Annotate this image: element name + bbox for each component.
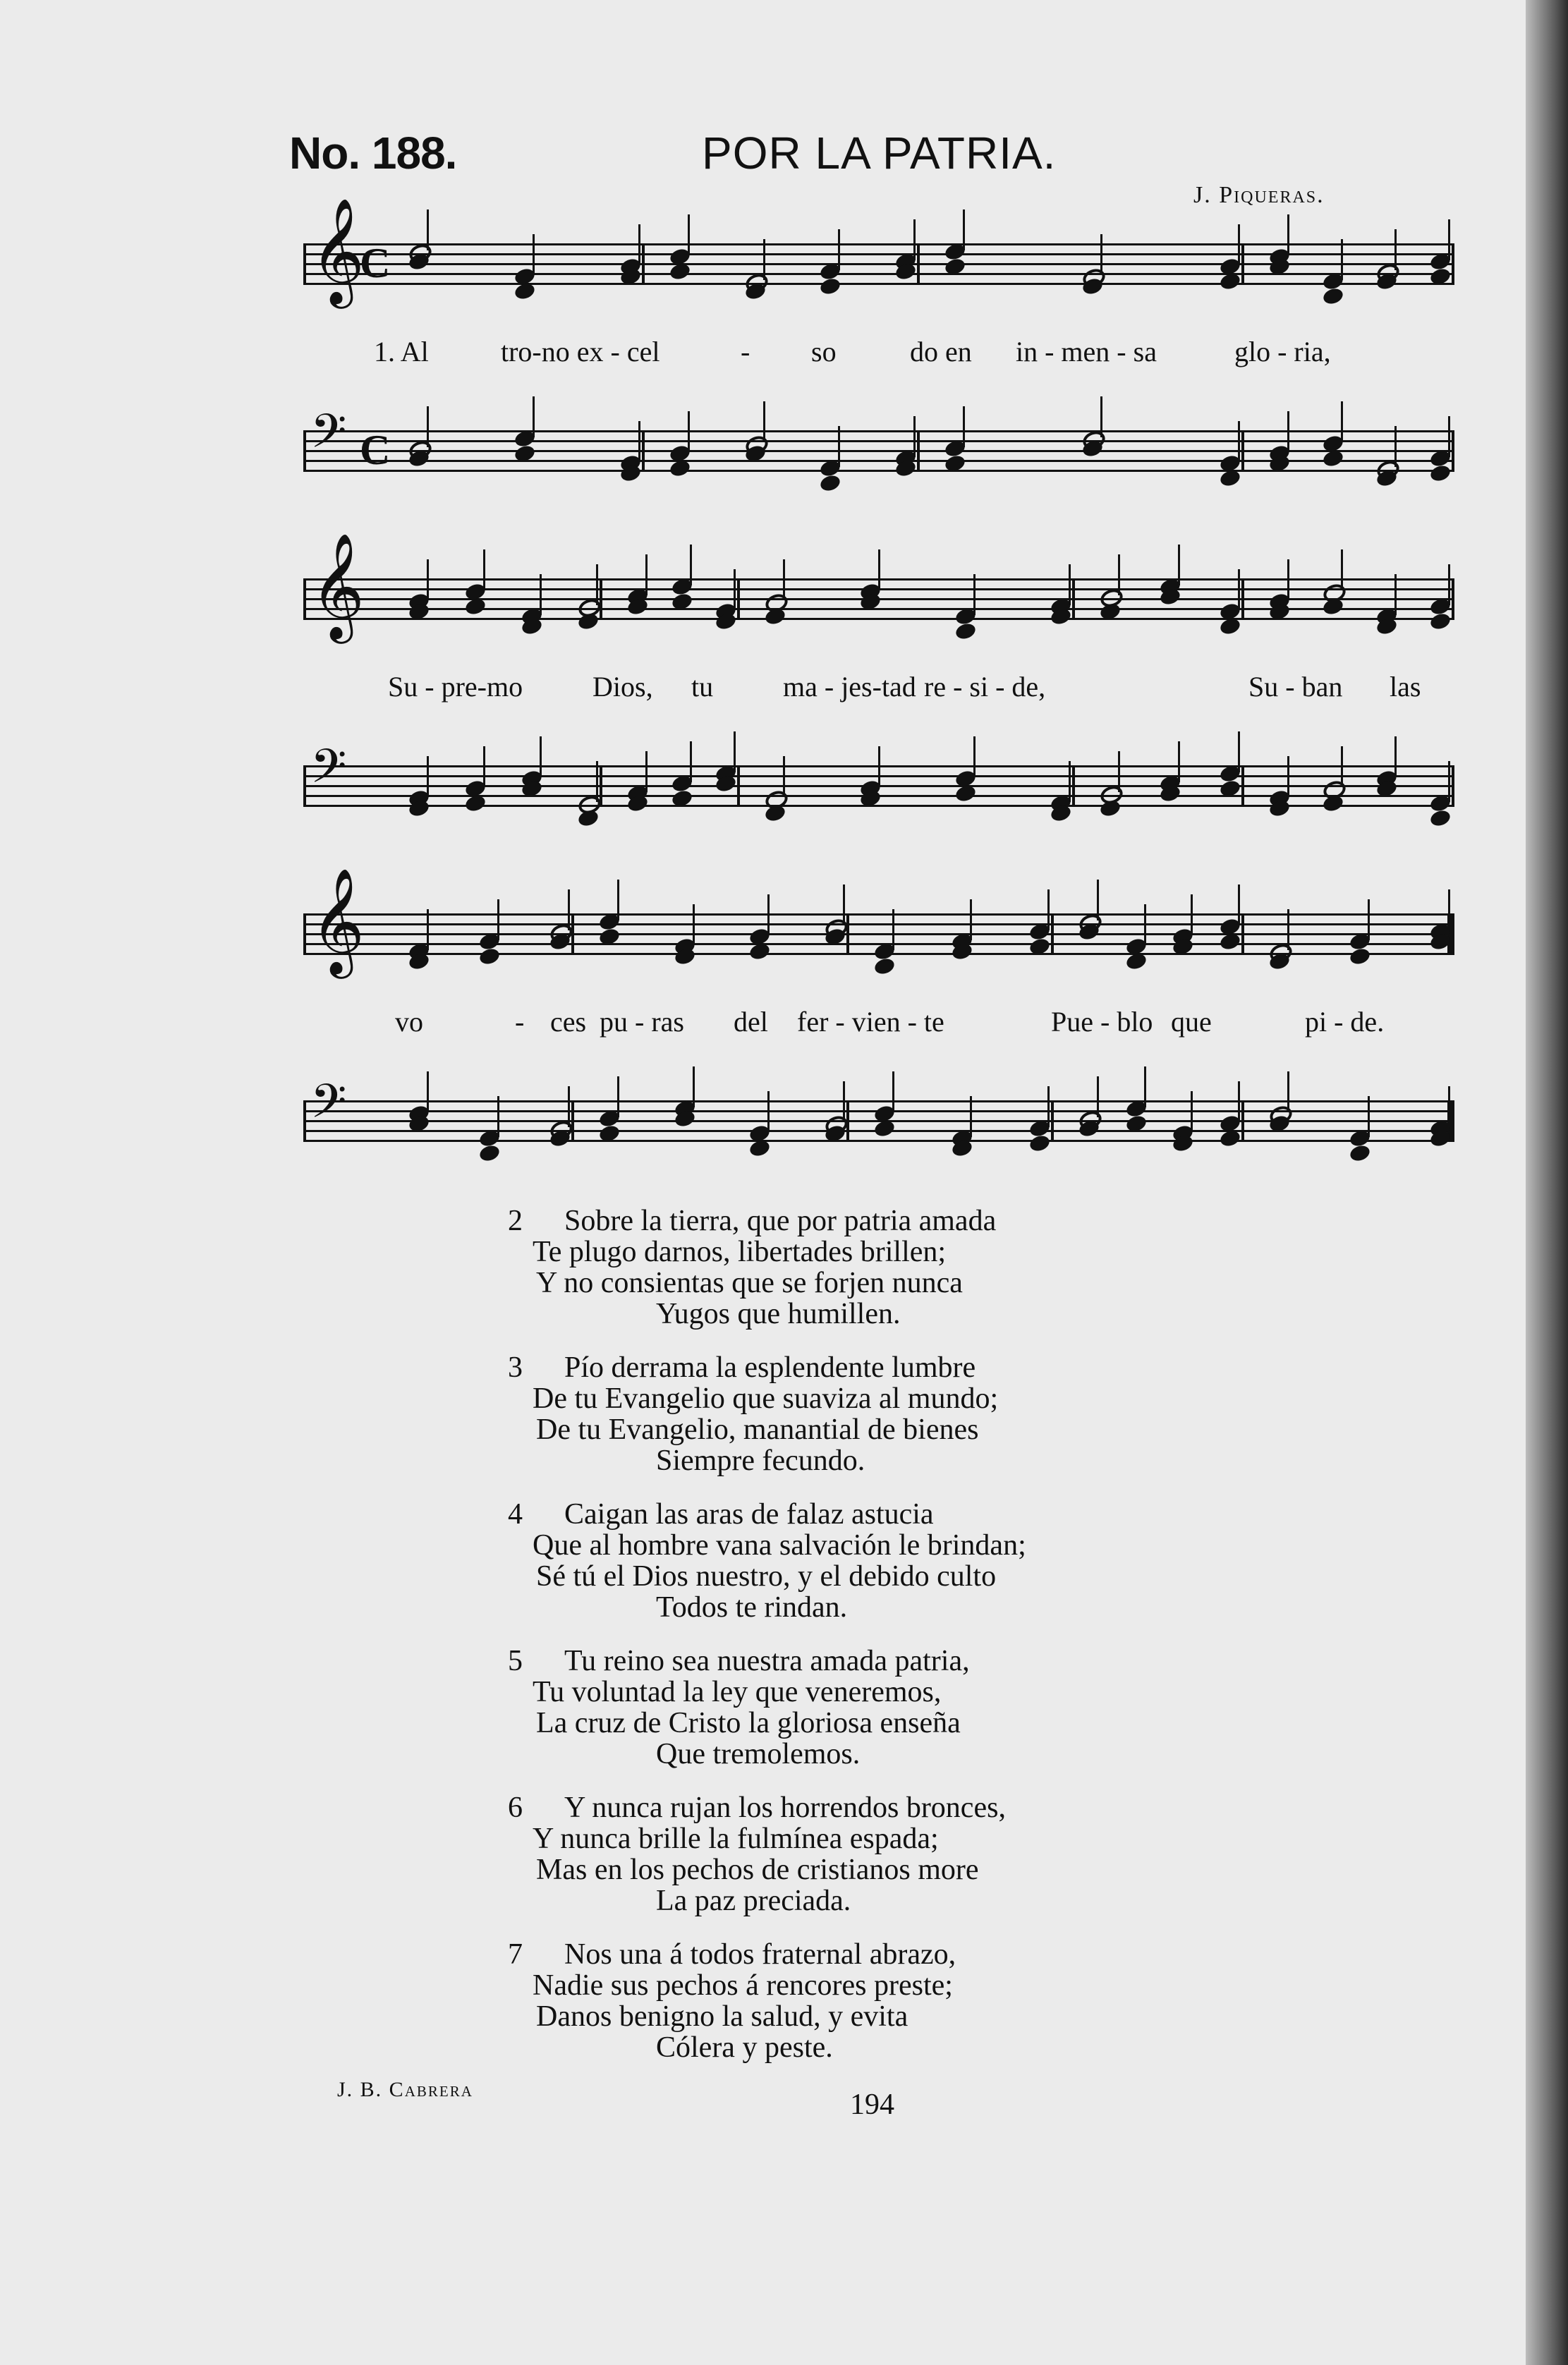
- note-stem: [427, 209, 429, 250]
- note-stem: [1287, 214, 1289, 255]
- lyric-syllable: tro-no ex - cel: [501, 336, 660, 367]
- lyric-syllable: do en: [910, 336, 972, 367]
- lyric-syllable: glo - ria,: [1234, 336, 1331, 367]
- notehead: [1428, 808, 1452, 828]
- note-stem: [1178, 741, 1180, 782]
- lyric-syllable: pu - ras: [600, 1006, 684, 1038]
- barline: [1452, 430, 1454, 472]
- note-stem: [1448, 1086, 1450, 1127]
- lyric-syllable: so: [811, 336, 837, 367]
- notehead: [478, 947, 501, 966]
- verse-stanza: [508, 1940, 1284, 2064]
- verse-line: Cólera y peste.: [656, 2031, 833, 2064]
- note-stem: [1394, 426, 1397, 467]
- notehead: [478, 1143, 501, 1163]
- lyric-syllable: las: [1390, 671, 1421, 703]
- verse-number: 7: [508, 1938, 523, 1971]
- note-stem: [1448, 219, 1450, 260]
- treble-staff: [303, 197, 1454, 304]
- note-stem: [483, 746, 485, 787]
- note-stem: [734, 569, 736, 610]
- note-stem: [1287, 909, 1289, 950]
- note-stem: [1341, 239, 1343, 280]
- verse-stanza: [508, 1353, 1284, 1477]
- note-stem: [693, 1066, 695, 1107]
- notehead: [1428, 463, 1452, 483]
- note-stem: [913, 416, 916, 457]
- note-stem: [767, 894, 770, 935]
- note-stem: [1100, 234, 1102, 275]
- note-stem: [427, 406, 429, 447]
- barline: [303, 1100, 306, 1142]
- verse-line: Te plugo darnos, libertades brillen;: [533, 1236, 947, 1268]
- note-stem: [763, 239, 765, 280]
- bass-clef-icon: 𝄢: [310, 1074, 347, 1140]
- staff-line: [303, 923, 1454, 925]
- note-stem: [878, 549, 880, 590]
- note-stem: [427, 756, 429, 797]
- note-stem: [540, 574, 542, 615]
- note-stem: [973, 574, 976, 615]
- note-stem: [963, 406, 965, 447]
- barline: [1241, 430, 1244, 472]
- lyric-syllable: pi - de.: [1305, 1006, 1385, 1038]
- bass-staff: [303, 1074, 1454, 1142]
- bass-clef-icon: 𝄢: [310, 404, 347, 470]
- verse-line: Mas en los pechos de cristianos more: [536, 1854, 979, 1886]
- lyric-syllable: vo: [395, 1006, 423, 1038]
- time-signature: C: [360, 427, 391, 473]
- note-stem: [483, 549, 485, 590]
- note-stem: [596, 761, 598, 802]
- lyric-syllable: -: [741, 336, 750, 367]
- note-stem: [1118, 554, 1120, 595]
- note-stem: [568, 1086, 570, 1127]
- notehead: [873, 956, 896, 976]
- lyric-syllable: fer - vien - te: [797, 1006, 944, 1038]
- note-stem: [843, 1081, 845, 1122]
- note-stem: [1118, 751, 1120, 792]
- barline: [1072, 765, 1075, 807]
- note-stem: [638, 421, 640, 462]
- note-stem: [1238, 884, 1240, 925]
- note-stem: [767, 1091, 770, 1132]
- note-stem: [540, 736, 542, 777]
- note-stem: [1394, 229, 1397, 270]
- note-stem: [1097, 1076, 1099, 1117]
- notehead: [1428, 612, 1452, 631]
- lyric-syllable: del: [734, 1006, 768, 1038]
- note-stem: [1191, 1091, 1193, 1132]
- note-stem: [1448, 889, 1450, 930]
- note-stem: [1287, 559, 1289, 600]
- barline: [1241, 1100, 1244, 1142]
- lyric-syllable: Pue - blo: [1051, 1006, 1153, 1038]
- notehead: [819, 276, 842, 296]
- note-stem: [1100, 396, 1102, 437]
- barline: [303, 913, 306, 955]
- barline: [917, 430, 920, 472]
- barline: [303, 430, 306, 472]
- verse-line: Todos te rindan.: [656, 1591, 848, 1624]
- composer: J. Piqueras.: [1193, 182, 1325, 208]
- note-stem: [1368, 1096, 1370, 1137]
- verse-line: Y nunca brille la fulmínea espada;: [533, 1823, 939, 1855]
- barline: [1452, 765, 1454, 807]
- verse-line: Sobre la tierra, que por patria amada: [564, 1205, 997, 1237]
- verse-number: 4: [508, 1498, 523, 1531]
- lyric-syllable: 1. Al: [374, 336, 429, 367]
- verse-number: 3: [508, 1351, 523, 1384]
- note-stem: [913, 219, 916, 260]
- note-stem: [892, 909, 894, 950]
- verse-line: Y no consientas que se forjen nunca: [536, 1267, 963, 1299]
- lyric-syllable: -: [515, 1006, 525, 1038]
- barline: [1241, 765, 1244, 807]
- verse-stanza: [508, 1793, 1284, 1917]
- music-system: [303, 197, 1454, 498]
- barline: [737, 578, 740, 620]
- lyric-syllable: re - si - de,: [924, 671, 1046, 703]
- note-stem: [688, 411, 690, 452]
- verse-line: Danos benigno la salud, y evita: [536, 2000, 908, 2033]
- note-stem: [1047, 1086, 1050, 1127]
- note-stem: [1191, 894, 1193, 935]
- barline: [600, 578, 602, 620]
- lyricist: J. B. Cabrera: [337, 2078, 473, 2101]
- treble-clef-icon: 𝄞: [310, 867, 365, 974]
- note-stem: [892, 1071, 894, 1112]
- verse-stanza: [508, 1646, 1284, 1770]
- lyric-syllable: Su - pre-mo: [388, 671, 523, 703]
- bass-staff: [303, 739, 1454, 807]
- note-stem: [1448, 564, 1450, 605]
- note-stem: [970, 1096, 972, 1137]
- treble-clef-icon: 𝄞: [310, 197, 365, 304]
- verse-line: Pío derrama la esplendente lumbre: [564, 1351, 976, 1384]
- note-stem: [645, 751, 648, 792]
- lyric-syllable: tu: [691, 671, 714, 703]
- verse-line: Que tremolemos.: [656, 1738, 861, 1770]
- barline: [1452, 243, 1454, 285]
- note-stem: [690, 741, 692, 782]
- note-stem: [1287, 411, 1289, 452]
- barline: [917, 243, 920, 285]
- note-stem: [1287, 1071, 1289, 1112]
- note-stem: [1238, 1081, 1240, 1122]
- staff-line: [303, 430, 1454, 432]
- hymn-title: POR LA PATRIA.: [702, 128, 1057, 178]
- barline: [642, 430, 645, 472]
- note-stem: [427, 909, 429, 950]
- verse-line: Siempre fecundo.: [656, 1445, 865, 1477]
- note-stem: [497, 1096, 499, 1137]
- hymn-number: No. 188.: [289, 128, 457, 178]
- barline: [1241, 578, 1244, 620]
- note-stem: [1238, 731, 1240, 772]
- note-stem: [596, 564, 598, 605]
- page-number: 194: [850, 2089, 894, 2121]
- note-stem: [1341, 746, 1343, 787]
- note-stem: [533, 396, 535, 437]
- note-stem: [617, 1076, 619, 1117]
- barline: [1452, 578, 1454, 620]
- note-stem: [1368, 899, 1370, 940]
- notehead: [954, 621, 977, 641]
- note-stem: [1069, 761, 1071, 802]
- lyric-syllable: ma - jes-tad: [783, 671, 916, 703]
- note-stem: [878, 746, 880, 787]
- verse-line: La cruz de Cristo la gloriosa enseña: [536, 1707, 961, 1739]
- note-stem: [427, 1071, 429, 1112]
- note-stem: [1341, 549, 1343, 590]
- verse-line: Nos una á todos fraternal abrazo,: [564, 1938, 956, 1971]
- verse-stanza: [508, 1500, 1284, 1624]
- verse-line: Caigan las aras de falaz astucia: [564, 1498, 934, 1531]
- verse-number: 5: [508, 1645, 523, 1677]
- barline: [1051, 1100, 1054, 1142]
- verse-line: Nadie sus pechos á rencores preste;: [533, 1969, 953, 2002]
- barline: [303, 243, 306, 285]
- verse-stanza: [508, 1206, 1284, 1330]
- note-stem: [1069, 564, 1071, 605]
- note-stem: [1144, 1066, 1146, 1107]
- barline: [1051, 913, 1054, 955]
- note-stem: [1238, 224, 1240, 265]
- note-stem: [838, 229, 840, 270]
- verse-line: Que al hombre vana salvación le brindan;: [533, 1529, 1026, 1562]
- note-stem: [638, 224, 640, 265]
- notehead: [1348, 1143, 1371, 1163]
- barline: [642, 243, 645, 285]
- note-stem: [734, 731, 736, 772]
- note-stem: [838, 426, 840, 467]
- notehead: [819, 473, 842, 493]
- staff-line: [303, 913, 1454, 916]
- note-stem: [1448, 761, 1450, 802]
- verse-line: Y nunca rujan los horrendos bronces,: [564, 1792, 1006, 1824]
- note-stem: [763, 401, 765, 442]
- note-stem: [973, 736, 976, 777]
- bass-clef-icon: 𝄢: [310, 739, 347, 805]
- staff-line: [303, 933, 1454, 935]
- note-stem: [783, 756, 785, 797]
- note-stem: [1394, 736, 1397, 777]
- note-stem: [783, 559, 785, 600]
- note-stem: [497, 899, 499, 940]
- barline: [737, 765, 740, 807]
- music-system: [303, 532, 1454, 833]
- note-stem: [1341, 401, 1343, 442]
- note-stem: [617, 880, 619, 920]
- lyric-syllable: que: [1171, 1006, 1212, 1038]
- staff-line: [303, 440, 1454, 442]
- music-system: [303, 867, 1454, 1168]
- note-stem: [645, 554, 648, 595]
- verse-line: Sé tú el Dios nuestro, y el debido culto: [536, 1560, 997, 1593]
- staff-line: [303, 1140, 1454, 1142]
- notehead: [1348, 947, 1371, 966]
- barline: [303, 578, 306, 620]
- note-stem: [688, 214, 690, 255]
- notehead: [1028, 1133, 1051, 1153]
- barline: [1241, 913, 1244, 955]
- note-stem: [1238, 421, 1240, 462]
- note-stem: [970, 899, 972, 940]
- barline: [846, 913, 849, 955]
- note-stem: [1287, 756, 1289, 797]
- verse-line: De tu Evangelio que suaviza al mundo;: [533, 1382, 999, 1415]
- barline: [571, 1100, 574, 1142]
- treble-clef-icon: 𝄞: [310, 532, 365, 639]
- staff-line: [303, 1100, 1454, 1102]
- verse-line: La paz preciada.: [656, 1885, 851, 1917]
- barline: [1072, 578, 1075, 620]
- note-stem: [1448, 416, 1450, 457]
- barline: [303, 765, 306, 807]
- note-stem: [1047, 889, 1050, 930]
- note-stem: [568, 889, 570, 930]
- notehead: [1321, 286, 1344, 306]
- lyric-line: [303, 670, 1454, 712]
- bass-staff: [303, 404, 1454, 473]
- note-stem: [843, 884, 845, 925]
- lyric-line: [303, 335, 1454, 377]
- staff-line: [303, 243, 1454, 245]
- note-stem: [427, 559, 429, 600]
- verse-line: Tu voluntad la ley que veneremos,: [533, 1676, 942, 1708]
- verse-line: De tu Evangelio, manantial de bienes: [536, 1413, 979, 1446]
- barline: [1241, 243, 1244, 285]
- lyric-syllable: ces: [550, 1006, 587, 1038]
- verse-line: Yugos que humillen.: [656, 1298, 901, 1330]
- note-stem: [1178, 545, 1180, 585]
- note-stem: [1394, 574, 1397, 615]
- lyric-syllable: Dios,: [592, 671, 653, 703]
- note-stem: [1238, 569, 1240, 610]
- note-stem: [533, 234, 535, 275]
- staff-line: [303, 283, 1454, 285]
- lyric-line: [303, 1005, 1454, 1047]
- treble-staff: [303, 867, 1454, 974]
- note-stem: [1097, 880, 1099, 920]
- treble-staff: [303, 532, 1454, 639]
- note-stem: [693, 904, 695, 945]
- note-stem: [690, 545, 692, 585]
- note-stem: [963, 209, 965, 250]
- lyric-syllable: Su - ban: [1248, 671, 1343, 703]
- verse-line: Tu reino sea nuestra amada patria,: [564, 1645, 970, 1677]
- verse-number: 2: [508, 1205, 523, 1237]
- page-edge-shadow: [1526, 0, 1568, 2365]
- note-stem: [1144, 904, 1146, 945]
- verse-number: 6: [508, 1792, 523, 1824]
- lyric-syllable: in - men - sa: [1016, 336, 1157, 367]
- time-signature: C: [360, 240, 391, 286]
